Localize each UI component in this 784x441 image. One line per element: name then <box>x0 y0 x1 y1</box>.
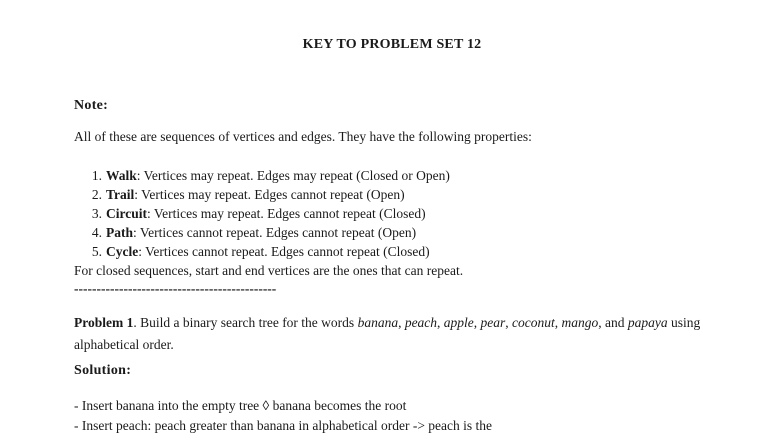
word-item: apple <box>443 315 474 330</box>
list-term: Cycle <box>106 244 139 259</box>
separator-line: --------------------------------------------- <box>74 281 277 296</box>
word-item: mango <box>561 315 599 330</box>
list-description: : Vertices cannot repeat. Edges cannot repeat (Open) <box>133 225 417 240</box>
list-item <box>74 223 450 242</box>
list-number: 5. <box>91 244 102 259</box>
word-item: papaya <box>627 315 668 330</box>
list-item <box>74 185 450 204</box>
list-term: Circuit <box>106 206 147 221</box>
list-description: : Vertices cannot repeat. Edges cannot repeat (Closed) <box>138 244 430 259</box>
list-description: : Vertices may repeat. Edges may repeat (Closed or Open) <box>136 168 450 183</box>
word-item: coconut <box>512 315 555 330</box>
note-intro: All of these are sequences of vertices and edges. They have the following properties: <box>74 129 532 144</box>
word-item: banana <box>357 315 399 330</box>
note-heading: Note: <box>74 98 109 113</box>
list-term: Walk <box>106 168 137 183</box>
list-number: 4. <box>91 225 102 240</box>
list-description: : Vertices may repeat. Edges cannot repeat (Open) <box>134 187 405 202</box>
list-number: 2. <box>91 187 102 202</box>
word-item: pear <box>480 315 506 330</box>
list-number: 3. <box>91 206 102 221</box>
problem-statement: Problem 1. Build a binary search tree for the words banana, peach, apple, pear, coconut, mango, and papaya using alphabetical order. <box>74 315 701 352</box>
problem-label: Problem 1 <box>74 315 134 330</box>
page-title: KEY TO PROBLEM SET 12 <box>302 37 482 52</box>
list-item <box>74 242 450 261</box>
properties-list <box>74 166 450 261</box>
list-number: 1. <box>91 168 102 183</box>
solution-heading: Solution: <box>74 363 132 378</box>
list-term: Trail <box>106 187 135 202</box>
problem-text-before: . Build a binary search tree for the words <box>133 315 358 330</box>
problem-text-after: using alphabetical order. <box>74 315 701 352</box>
closed-sequence-note: For closed sequences, start and end vertices are the ones that can repeat. <box>74 263 464 278</box>
word-item: peach <box>404 315 438 330</box>
list-item <box>74 204 450 223</box>
list-description: : Vertices may repeat. Edges cannot repeat (Closed) <box>147 206 426 221</box>
list-term: Path <box>106 225 133 240</box>
solution-step: - Insert banana into the empty tree ◊ banana becomes the root <box>74 398 407 413</box>
list-item <box>74 166 450 185</box>
solution-step: - Insert peach: peach greater than banana in alphabetical order -> peach is the <box>74 418 493 433</box>
